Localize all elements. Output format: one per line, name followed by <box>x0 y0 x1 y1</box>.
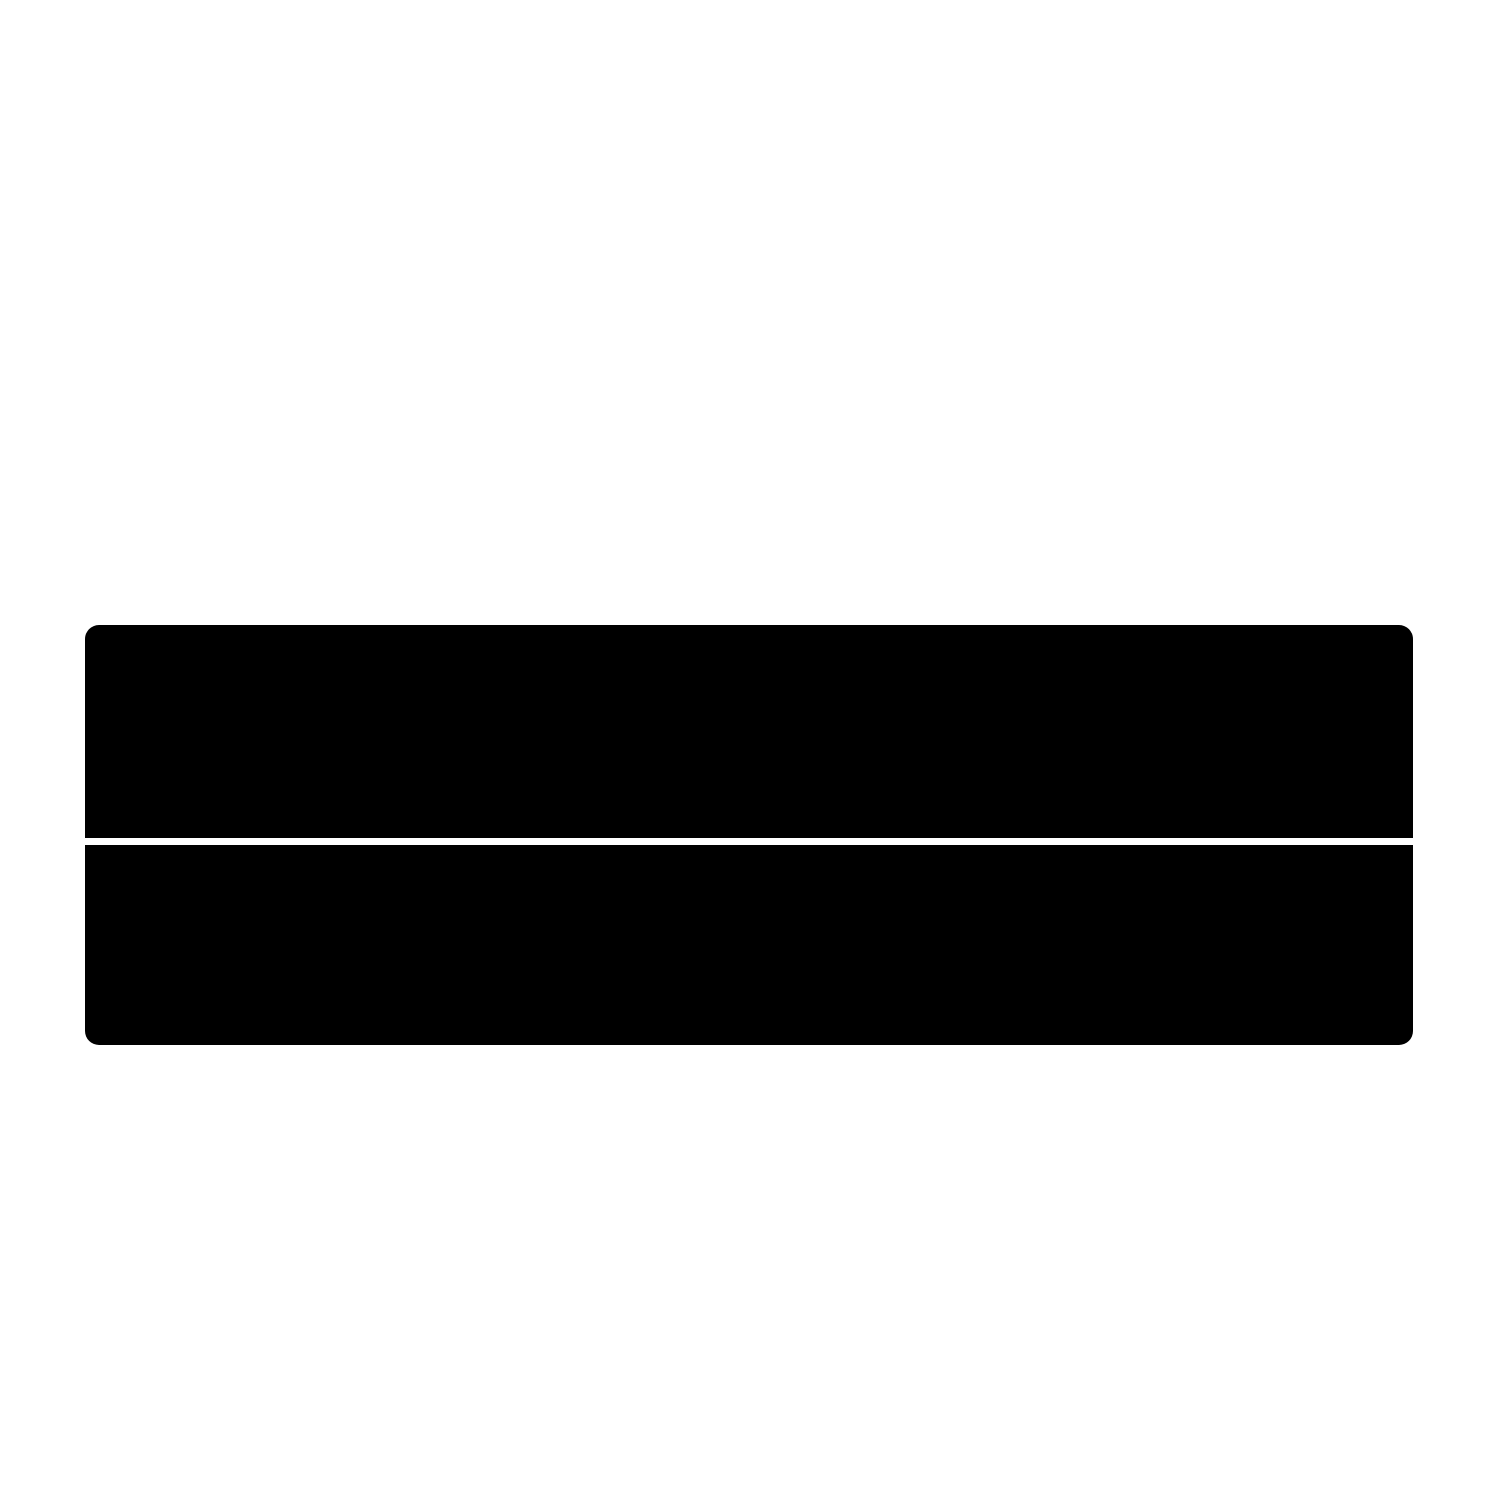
page-title <box>0 92 1500 164</box>
cpu-usage-svg <box>85 845 1413 1045</box>
sensor-graph-svg <box>85 625 1413 838</box>
sensor-graph-panel <box>85 625 1413 838</box>
cpu-usage-panel <box>85 845 1413 1045</box>
